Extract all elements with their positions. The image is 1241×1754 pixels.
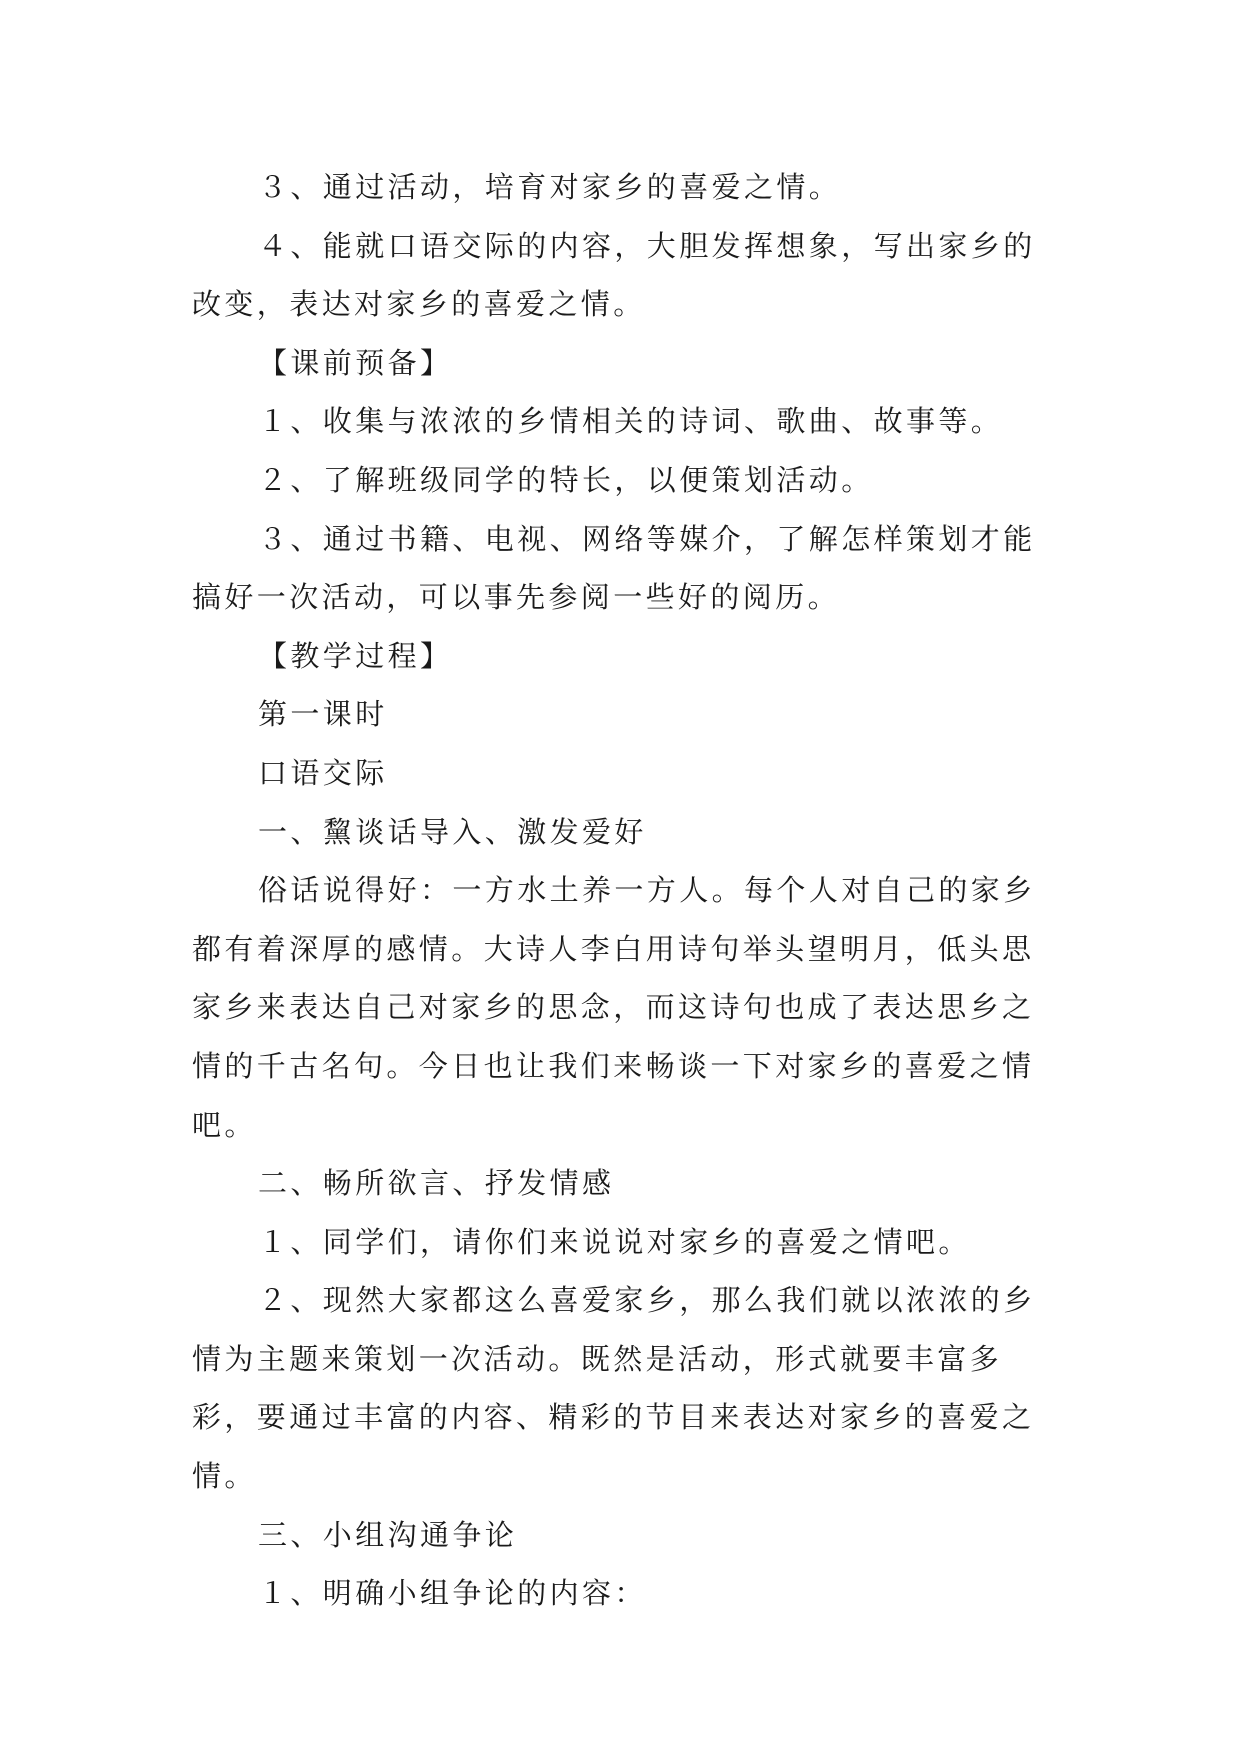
- step-3-item-1: １、明确小组争论的内容：: [258, 1576, 647, 1611]
- preparation-item-2: ２、了解班级同学的特长，以便策划活动。: [258, 462, 874, 497]
- preparation-item-3: ３、通过书籍、电视、网络等媒介，了解怎样策划才能搞好一次活动，可以事先参阅一些好的阅历。: [192, 521, 1036, 615]
- preparation-item-1: １、收集与浓浓的乡情相关的诗词、歌曲、故事等。: [258, 404, 1004, 439]
- lesson-title: 第一课时: [258, 697, 388, 732]
- objective-4: ４、能就口语交际的内容，大胆发挥想象，写出家乡的改变，表达对家乡的喜爱之情。: [192, 228, 1036, 322]
- step-3-heading: 三、小组沟通争论: [258, 1517, 518, 1552]
- step-2-item-1: １、同学们，请你们来说说对家乡的喜爱之情吧。: [258, 1224, 971, 1259]
- document-body: [192, 158, 1058, 1623]
- step-2-heading: 二、畅所欲言、抒发情感: [258, 1166, 615, 1201]
- step-2-item-2: ２、现然大家都这么喜爱家乡，那么我们就以浓浓的乡情为主题来策划一次活动。既然是活动，形式就要丰富多彩，要通过丰富的内容、精彩的节目来表达对家乡的喜爱之情。: [192, 1283, 1036, 1494]
- lesson-subtitle: 口语交际: [258, 755, 388, 790]
- section-heading-teaching-process: 【教学过程】: [258, 638, 453, 673]
- objective-3: ３、通过活动，培育对家乡的喜爱之情。: [258, 170, 842, 204]
- section-heading-preparation: 【课前预备】: [258, 345, 453, 380]
- step-1-body: 俗话说得好：一方水土养一方人。每个人对自己的家乡都有着深厚的感情。大诗人李白用诗句举头望明月，低头思家乡来表达自己对家乡的思念，而这诗句也成了表达思乡之情的千古名句。今日也让我们来畅谈一下对家乡的喜爱之情吧。: [192, 873, 1036, 1142]
- step-1-heading: 一、黧谈话导入、激发爱好: [258, 814, 647, 849]
